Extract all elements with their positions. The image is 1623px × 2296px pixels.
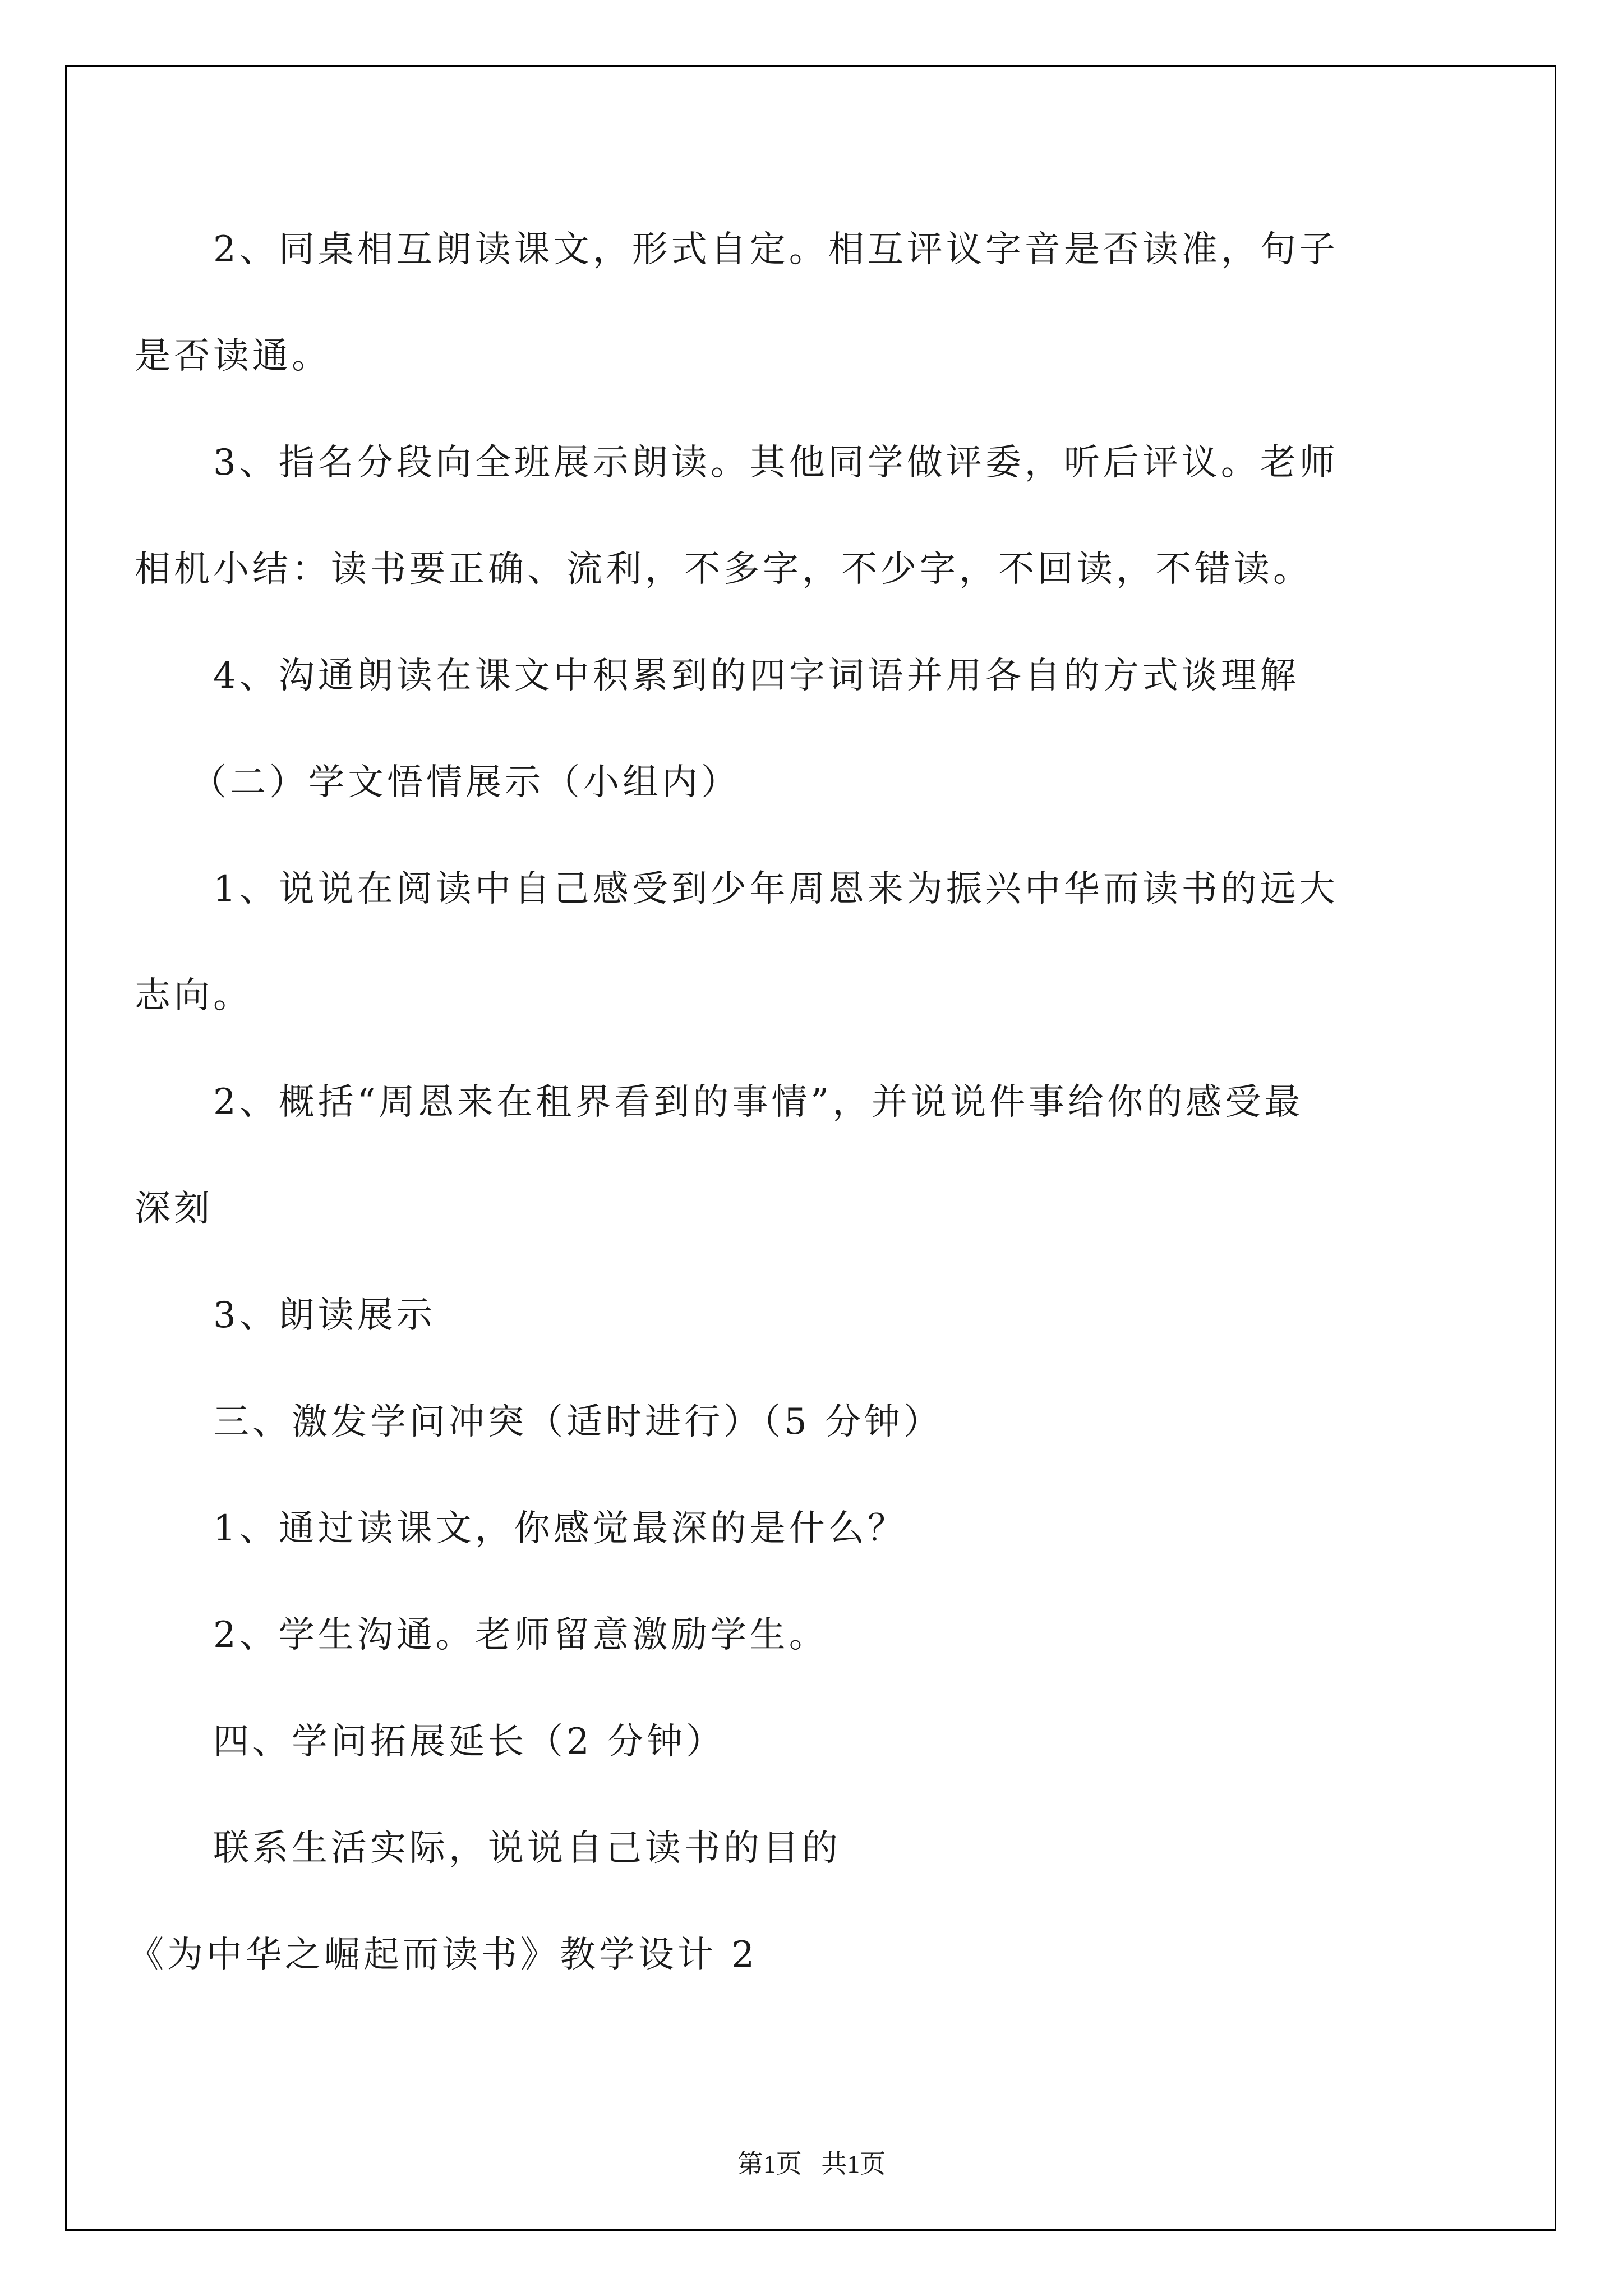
page-footer: 第1页 共1页 xyxy=(737,2150,886,2178)
paragraph-line: 3、朗读展示 xyxy=(213,1295,436,1336)
paragraph-line: 2、同桌相互朗读课文，形式自定。相互评议字音是否读准，句子 xyxy=(213,229,1339,270)
paragraph-line: 是否读通。 xyxy=(135,335,331,377)
section-heading: （二）学文悟情展示（小组内） xyxy=(191,762,740,803)
paragraph-line: 联系生活实际，说说自己读书的目的 xyxy=(213,1828,841,1869)
paragraph-line: 相机小结：读书要正确、流利，不多字，不少字，不回读，不错读。 xyxy=(135,549,1312,590)
section-heading: 三、激发学问冲突（适时进行）（5 分钟） xyxy=(213,1401,943,1443)
section-heading: 四、学问拓展延长（2 分钟） xyxy=(213,1721,726,1763)
paragraph-line: 志向。 xyxy=(135,975,252,1016)
paragraph-line: 3、指名分段向全班展示朗读。其他同学做评委，听后评议。老师 xyxy=(213,442,1339,484)
document-title: 《为中华之崛起而读书》教学设计 2 xyxy=(128,1934,758,1976)
paragraph-line: 1、通过读课文，你感觉最深的是什么？ xyxy=(213,1508,907,1549)
paragraph-line: 2、学生沟通。老师留意激励学生。 xyxy=(213,1614,828,1656)
page-frame xyxy=(65,65,1556,2231)
paragraph-line: 4、沟通朗读在课文中积累到的四字词语并用各自的方式谈理解 xyxy=(213,655,1299,697)
paragraph-line: 深刻 xyxy=(135,1188,213,1230)
paragraph-line: 1、说说在阅读中自己感受到少年周恩来为振兴中华而读书的远大 xyxy=(213,868,1339,910)
paragraph-line: 2、概括“周恩来在租界看到的事情”，并说说件事给你的感受最 xyxy=(213,1082,1304,1123)
